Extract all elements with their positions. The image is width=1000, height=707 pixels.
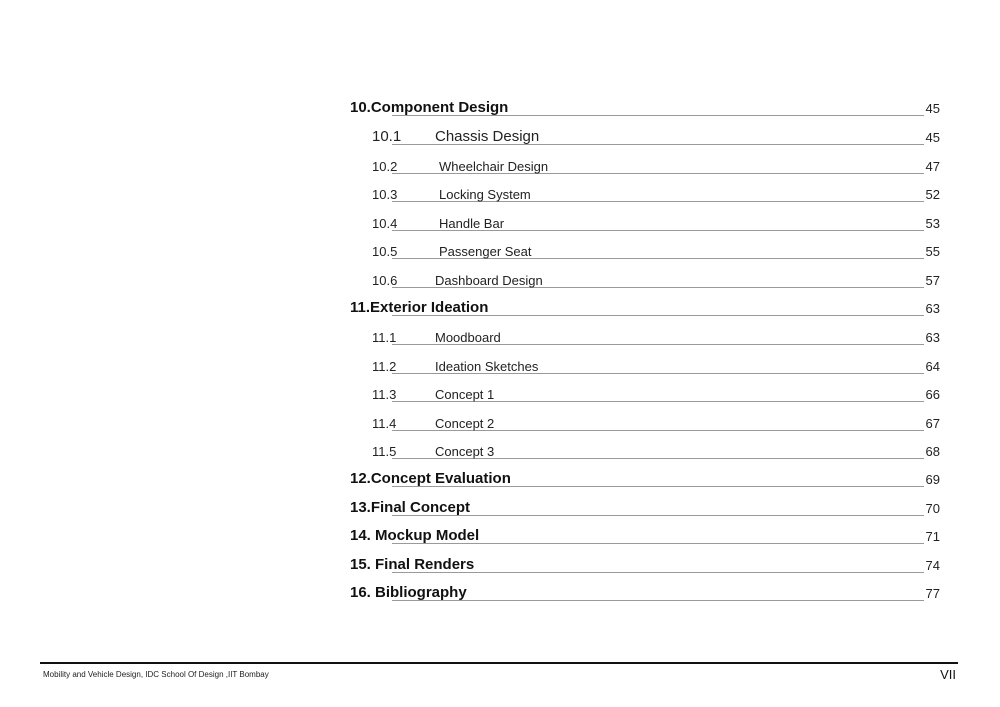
footer-divider bbox=[40, 662, 958, 664]
toc-entry bbox=[350, 327, 940, 347]
toc-entry-page: 71 bbox=[925, 529, 940, 544]
leader-line bbox=[392, 600, 924, 601]
toc-entry-page: 57 bbox=[925, 273, 940, 288]
toc-entry-title: Concept 3 bbox=[435, 444, 495, 459]
toc-entry-page: 63 bbox=[925, 330, 940, 345]
toc-entry-title: 15. Final Renders bbox=[350, 556, 475, 573]
toc-entry-title: Chassis Design bbox=[435, 128, 540, 145]
toc-entry-title: Moodboard bbox=[435, 330, 501, 345]
toc-entry-page: 70 bbox=[925, 501, 940, 516]
toc-entry-page: 47 bbox=[925, 159, 940, 174]
toc-entry-title: Passenger Seat bbox=[439, 244, 532, 259]
footer-text: Mobility and Vehicle Design, IDC School Of Design ,IIT Bombay bbox=[43, 670, 269, 679]
toc-entry-number: 10.4 bbox=[372, 216, 398, 231]
toc-entry-page: 52 bbox=[925, 187, 940, 202]
leader-line bbox=[392, 515, 924, 516]
toc-entry-page: 45 bbox=[925, 101, 940, 116]
toc-entry-page: 45 bbox=[925, 130, 940, 145]
toc-entry-title: Dashboard Design bbox=[435, 273, 543, 288]
toc-entry-title: Ideation Sketches bbox=[435, 359, 539, 374]
toc-entry-page: 68 bbox=[925, 444, 940, 459]
toc-entry-number: 11.3 bbox=[372, 387, 397, 402]
toc-entry-number: 10.6 bbox=[372, 273, 398, 288]
toc-entry-page: 66 bbox=[925, 387, 940, 402]
toc-entry bbox=[350, 156, 940, 176]
toc-entry bbox=[350, 241, 940, 261]
toc-entry-number: 11.1 bbox=[372, 330, 397, 345]
toc-entry bbox=[350, 384, 940, 404]
toc-entry bbox=[350, 498, 940, 518]
toc-entry-title: 11.Exterior Ideation bbox=[350, 299, 489, 316]
toc-entry bbox=[350, 555, 940, 575]
toc-entry-number: 10.3 bbox=[372, 187, 398, 202]
toc-entry-number: 11.5 bbox=[372, 444, 397, 459]
toc-entry-number: 11.4 bbox=[372, 416, 397, 431]
toc-entry bbox=[350, 469, 940, 489]
toc-entry-page: 69 bbox=[925, 472, 940, 487]
toc-entry-page: 64 bbox=[925, 359, 940, 374]
toc-entry-title: 13.Final Concept bbox=[350, 499, 471, 516]
toc-entry bbox=[350, 270, 940, 290]
toc-entry-title: Concept 1 bbox=[435, 387, 495, 402]
toc-entry-page: 77 bbox=[925, 586, 940, 601]
toc-entry bbox=[350, 98, 940, 118]
toc-entry-page: 74 bbox=[925, 558, 940, 573]
toc-entry-page: 63 bbox=[925, 301, 940, 316]
toc-entry-title: Handle Bar bbox=[439, 216, 505, 231]
toc-entry bbox=[350, 213, 940, 233]
toc-entry-title: 16. Bibliography bbox=[350, 584, 467, 601]
toc-entry bbox=[350, 356, 940, 376]
toc-entry-title: Locking System bbox=[439, 187, 531, 202]
toc-entry-number: 11.2 bbox=[372, 359, 397, 374]
toc-entry bbox=[350, 184, 940, 204]
toc-entry-page: 55 bbox=[925, 244, 940, 259]
toc-entry bbox=[350, 298, 940, 318]
toc-entry-title: 14. Mockup Model bbox=[350, 527, 480, 544]
toc-entry-title: 10.Component Design bbox=[350, 99, 509, 116]
toc-entry-title: 12.Concept Evaluation bbox=[350, 470, 511, 487]
toc-entry bbox=[350, 127, 940, 147]
toc-entry-number: 10.2 bbox=[372, 159, 398, 174]
page-number: VII bbox=[940, 667, 956, 682]
toc-entry-title: Wheelchair Design bbox=[439, 159, 549, 174]
toc-entry bbox=[350, 526, 940, 546]
toc-entry bbox=[350, 413, 940, 433]
toc-entry-title: Concept 2 bbox=[435, 416, 495, 431]
toc-entry-number: 10.5 bbox=[372, 244, 398, 259]
toc-entry bbox=[350, 583, 940, 603]
toc-entry-number: 10.1 bbox=[372, 128, 402, 145]
toc-entry-page: 67 bbox=[925, 416, 940, 431]
toc-entry bbox=[350, 441, 940, 461]
toc-entry-page: 53 bbox=[925, 216, 940, 231]
